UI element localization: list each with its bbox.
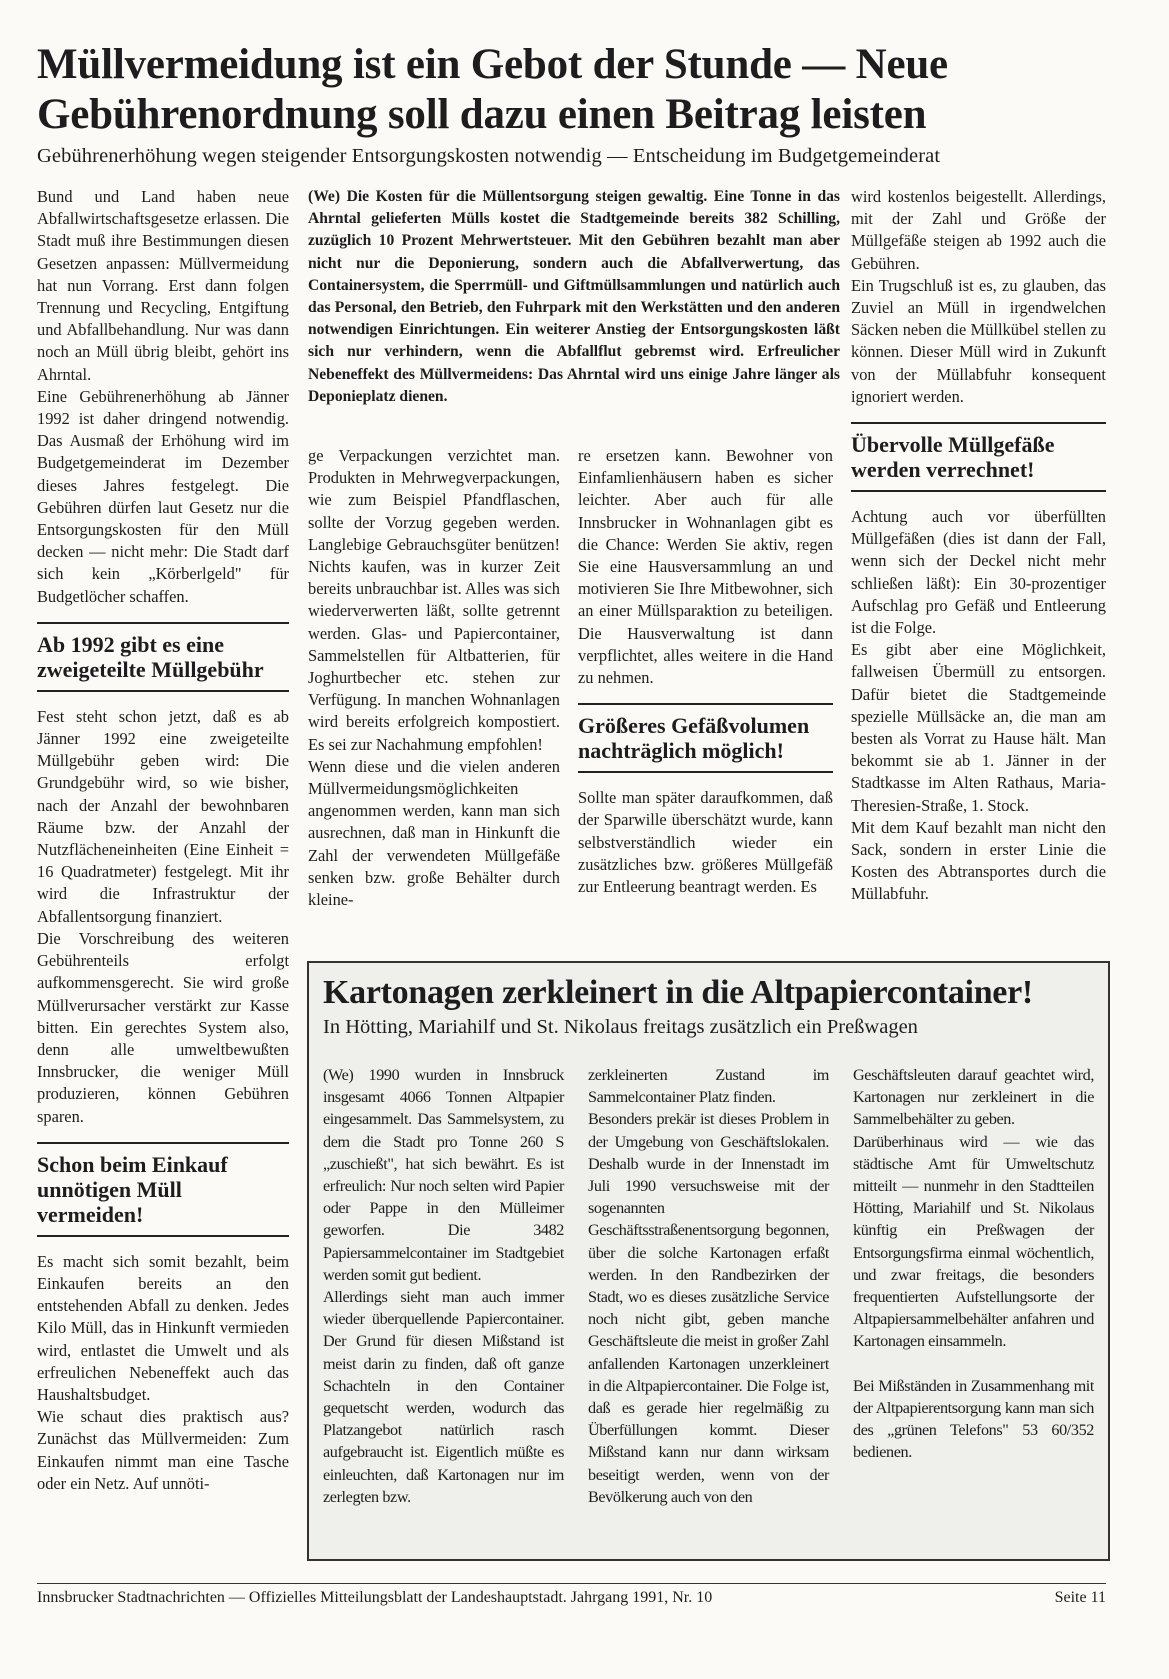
headline-line-1: Müllvermeidung ist ein Gebot der Stunde — Neue	[37, 41, 948, 88]
lead-paragraph: (We) Die Kosten für die Müllentsorgung steigen gewaltig. Eine Tonne in das Ahrntal gelieferten Mülls kostet die Stadtgemeinde bereits 382 Schilling, zuzüglich 10 Prozent Mehrwertsteuer. Mit den Gebühren bezahlt man aber nicht nur die Deponierung, sondern auch die Abfallverwertung, das Containersystem, die Sperrmüll- und Giftmüllsammlungen und natürlich auch das Personal, den Betrieb, den Fuhrpark mit den Werkstätten und den anderen notwendigen Einrichtungen. Ein weiterer Anstieg der Entsorgungskosten läßt sich nur verhindern, wenn die Abfallflut gebremst wird. Erfreulicher Nebeneffekt des Müllvermeidens: Das Ahrntal wird uns einige Jahre länger als Deponieplatz dienen.	[308, 188, 840, 405]
paragraph: Wenn diese und die vielen anderen Müllvermeidungsmöglichkeiten angenommen werden, kann man sich ausrechnen, daß man in Hinkunft die Zahl der verwendeten Müllgefäße senken bzw. große Behälter durch kleine-	[308, 756, 560, 910]
column-3	[578, 445, 833, 898]
paragraph: Bei Mißständen in Zusammenhang mit der Altpapierentsorgung kann man sich des „grünen Telefons" 53 60/352 bedienen.	[853, 1376, 1094, 1462]
column-4	[851, 186, 1106, 906]
headline	[37, 40, 1097, 140]
paragraph: Fest steht schon jetzt, daß es ab Jänner 1992 eine zweigeteilte Müllgebühr geben wird: Die Grundgebühr wird, so wie bisher, nach der Anzahl der bewohnbaren Räume bzw. der Anzahl der Nutzflächeneinheiten (Eine Einheit = 16 Quadratmeter) festgelegt. Mit ihr wird die Infrastruktur der Abfallentsorgung finanziert.	[37, 706, 289, 926]
column-2	[308, 445, 560, 911]
paragraph: Eine Gebührenerhöhung ab Jänner 1992 ist daher dringend notwendig. Das Ausmaß der Erhöhung wird im Budgetgemeinderat im Dezember dieses Jahres festgelegt. Die Gebühren dürfen laut Gesetz nur die Entsorgungskosten für den Müll decken — nicht mehr: Die Stadt darf sich kein „Körberlgeld" für Budgetlöcher schaffen.	[37, 386, 289, 606]
paragraph: Sollte man später daraufkommen, daß der Sparwille überschätzt wurde, kann selbstverständlich wieder ein zusätzliches bzw. größeres Müllgefäß zur Entleerung beantragt werden. Es	[578, 788, 833, 897]
paragraph: Ein Trugschluß ist es, zu glauben, das Zuviel an Müll in irgendwelchen Säcken neben die Müllkübel stellen zu können. Dieser Müll wird in Zukunft von der Müllabfuhr konsequent ignoriert werden.	[851, 275, 1106, 406]
paragraph: Mit dem Kauf bezahlt man nicht den Sack, sondern in erster Linie die Kosten des Abtransportes durch die Müllabfuhr.	[851, 817, 1106, 904]
column-1	[37, 186, 289, 1495]
section-heading: Größeres Gefäßvolumen nachträglich möglich!	[578, 703, 833, 773]
section-heading: Schon beim Einkauf unnötigen Müll vermeiden!	[37, 1142, 289, 1237]
boxed-column-1	[323, 1064, 564, 1508]
footer-divider	[37, 1583, 1106, 1584]
paragraph: Achtung auch vor überfüllten Müllgefäßen (dies ist dann der Fall, wenn sich der Deckel nicht mehr schließen läßt): Ein 30-prozentiger Aufschlag pro Gefäß und Entleerung ist die Folge.	[851, 507, 1106, 638]
boxed-article-title: Kartonagen zerkleinert in die Altpapiercontainer!	[323, 974, 1033, 1011]
paragraph: Besonders prekär ist dieses Problem in der Umgebung von Geschäftslokalen. Deshalb wurde in der Innenstadt im Juli 1990 versuchsweise mit der sogenannten Geschäftsstraßenentsorgung begonnen, über die solche Kartonagen erfaßt werden. In den Randbezirken der Stadt, wo es dieses zusätzliche Service noch nicht gibt, geben manche Geschäftsleute die meist in großer Zahl anfallenden Kartonagen unzerkleinert in die Altpapiercontainer. Die Folge ist, daß es gerade hier regelmäßig zu Überfüllungen kommt. Dieser Mißstand kann nur dann wirksam beseitigt werden, wenn von der Bevölkerung auch von den	[588, 1110, 829, 1506]
paragraph: ge Verpackungen verzichtet man. Produkten in Mehrwegverpackungen, wie zum Beispiel Pfandflaschen, sollte der Vorzug gegeben werden. Langlebige Gebrauchsgüter benützen! Nichts kaufen, was in kurzer Zeit bereits unbrauchbar ist. Alles was sich wiederverwerten läßt, sollte getrennt werden. Glas- und Papiercontainer, Sammelstellen für Altbatterien, für Joghurtbecher etc. stehen zur Verfügung. In manchen Wohnanlagen wird bereits erfolgreich kompostiert. Es sei zur Nachahmung empfohlen!	[308, 446, 560, 754]
page-footer	[37, 1589, 1106, 1607]
paragraph: Die Vorschreibung des weiteren Gebührenteils erfolgt aufkommensgerecht. Sie wird große Müllverursacher verstärkt zur Kasse bitten. Ein gerechtes System also, denn alle umweltbewußten Innsbrucker, die weniger Müll produzieren, können Gebühren sparen.	[37, 928, 289, 1126]
subheadline: Gebührenerhöhung wegen steigender Entsorgungskosten notwendig — Entscheidung im Budgetgemeinderat	[37, 145, 941, 167]
paragraph: Bund und Land haben neue Abfallwirtschaftsgesetze erlassen. Die Stadt muß ihre Bestimmungen diesen Gesetzen anpassen: Müllvermeidung hat nun Vorrang. Erst dann folgen Trennung und Recycling, Entgiftung und Abfallbehandlung. Nur was dann noch an Müll übrig bleibt, gehört ins Ahrntal.	[37, 187, 289, 384]
headline-line-2: Gebührenordnung soll dazu einen Beitrag leisten	[37, 91, 927, 138]
paragraph: Allerdings sieht man auch immer wieder überquellende Papiercontainer. Der Grund für diesen Mißstand ist meist darin zu finden, daß oft ganze Schachteln in den Container gequetscht werden, wodurch das Platzangebot natürlich rasch aufgebraucht ist. Eigentlich müßte es einleuchten, daß Kartonagen nur im zerlegten bzw.	[323, 1288, 564, 1506]
publication-info: Innsbrucker Stadtnachrichten — Offizielles Mitteilungsblatt der Landeshauptstadt. Jahrgang 1991, Nr. 10	[37, 1589, 713, 1606]
paragraph: zerkleinerten Zustand im Sammelcontainer Platz finden.	[588, 1066, 829, 1107]
paragraph: re ersetzen kann. Bewohner von Einfamlienhäusern haben es sicher leichter. Aber auch für alle Innsbrucker in Wohnanlagen gibt es die Chance: Werden Sie aktiv, regen Sie eine Hausversammlung an und motivieren Sie Ihre Mitbewohner, sich an einer Müllsparaktion zu beteiligen. Die Hausverwaltung ist dann verpflichtet, alles weitere in die Hand zu nehmen.	[578, 446, 833, 688]
section-heading: Ab 1992 gibt es eine zweigeteilte Müllgebühr	[37, 622, 289, 692]
paragraph: Es macht sich somit bezahlt, beim Einkaufen bereits an den entstehenden Abfall zu denken. Jedes Kilo Müll, das in Hinkunft vermieden wird, entlastet die Umwelt und als erfreulichen Nebeneffekt auch das Haushaltsbudget.	[37, 1251, 289, 1404]
boxed-column-2	[588, 1064, 829, 1508]
paragraph: Darüberhinaus wird — wie das städtische Amt für Umweltschutz mitteilt — nunmehr in den Stadtteilen Hötting, Mariahilf und St. Nikolaus künftig ein Preßwagen der Entsorgungsfirma einmal wöchentlich, und zwar freitags, die besonders frequentierten Aufstellungsorte der Altpapiersammelbehälter anfahren und Kartonagen einsammeln.	[853, 1132, 1094, 1351]
section-heading: Übervolle Müllgefäße werden verrechnet!	[851, 422, 1106, 492]
paragraph: Es gibt aber eine Möglichkeit, fallweisen Übermüll zu entsorgen. Dafür bietet die Stadtgemeinde spezielle Müllsäcke an, die man am besten als Vorrat zu Hause hält. Man bekommt sie ab 1. Jänner in der Stadtkasse im Alten Rathaus, Maria-Theresien-Straße, 1. Stock.	[851, 640, 1106, 815]
boxed-article-subtitle: In Hötting, Mariahilf und St. Nikolaus freitags zusätzlich ein Preßwagen	[323, 1016, 918, 1038]
paragraph: wird kostenlos beigestellt. Allerdings, mit der Zahl und Größe der Müllgefäße steigen ab 1992 auch die Gebühren.	[851, 187, 1106, 273]
page-number: Seite 11	[1054, 1589, 1106, 1606]
paragraph: Wie schaut dies praktisch aus? Zunächst das Müllvermeiden: Zum Einkaufen nimmt man eine Tasche oder ein Netz. Auf unnöti-	[37, 1407, 289, 1493]
boxed-column-3	[853, 1064, 1094, 1463]
boxed-article	[307, 961, 1110, 1561]
paragraph: (We) 1990 wurden in Innsbruck insgesamt 4066 Tonnen Altpapier eingesammelt. Das Sammelsystem, zu dem die Stadt pro Tonne 260 S „zuschießt", hat sich bewährt. Es ist erfreulich: Nur noch selten wird Papier oder Pappe in den Mülleimer geworfen. Die 3482 Papiersammelcontainer im Stadtgebiet werden somit gut bedient.	[323, 1066, 564, 1284]
paragraph: Geschäftsleuten darauf geachtet wird, Kartonagen nur zerkleinert in die Sammelbehälter zu geben.	[853, 1066, 1094, 1129]
